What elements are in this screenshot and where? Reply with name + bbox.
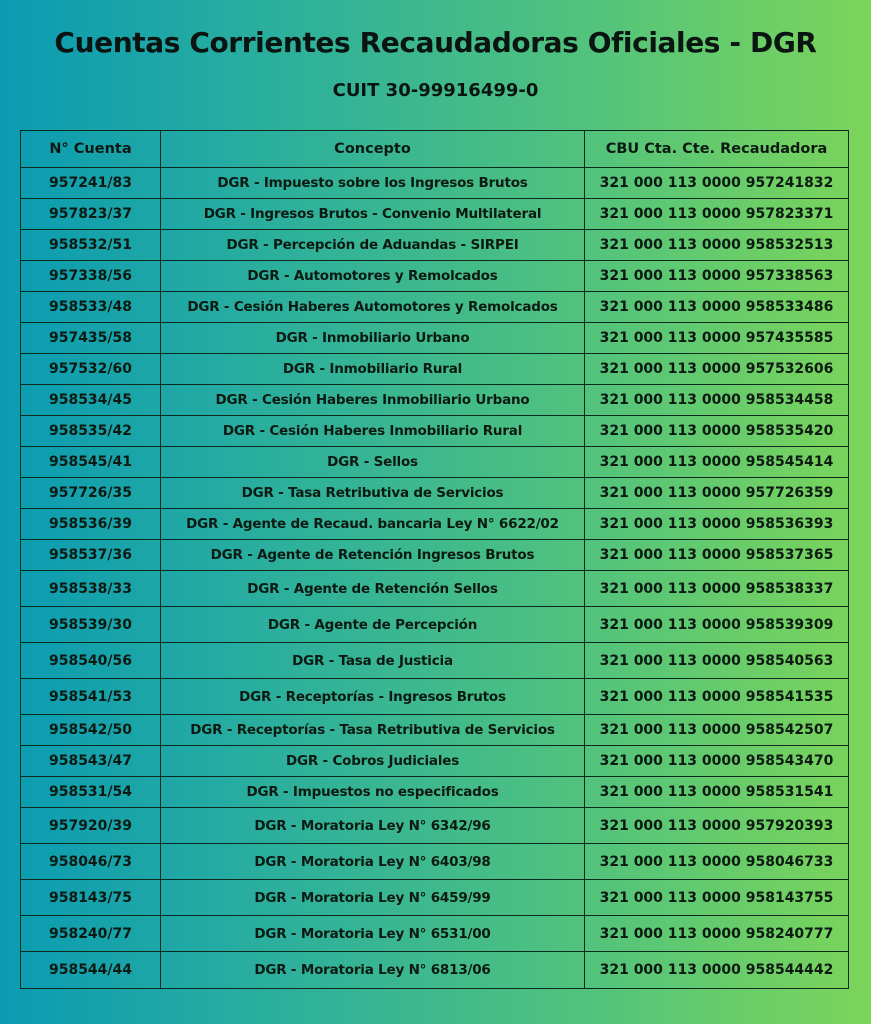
table-row [21,880,849,916]
cell-cuenta: 958545/41 [21,447,161,478]
cell-cuenta: 958143/75 [21,880,161,916]
cell-concepto: DGR - Moratoria Ley N° 6342/96 [161,808,585,844]
cell-cuenta: 957920/39 [21,808,161,844]
cell-concepto: DGR - Inmobiliario Rural [161,354,585,385]
cell-cuenta: 958534/45 [21,385,161,416]
cell-cbu: 321 000 113 0000 958532513 [585,230,849,261]
cell-cbu: 321 000 113 0000 957338563 [585,261,849,292]
table-row [21,715,849,746]
cell-cuenta: 958544/44 [21,952,161,989]
cell-cuenta: 958536/39 [21,509,161,540]
table-row [21,478,849,509]
cell-cuenta: 957241/83 [21,168,161,199]
table-row [21,168,849,199]
cell-cbu: 321 000 113 0000 958542507 [585,715,849,746]
table-header-row [21,131,849,168]
table-row [21,230,849,261]
cell-cuenta: 958542/50 [21,715,161,746]
cell-cuenta: 958543/47 [21,746,161,777]
table-row [21,777,849,808]
cell-cuenta: 958540/56 [21,643,161,679]
table-row [21,643,849,679]
cell-concepto: DGR - Impuestos no especificados [161,777,585,808]
cell-cbu: 321 000 113 0000 957823371 [585,199,849,230]
cell-cbu: 321 000 113 0000 958539309 [585,607,849,643]
cell-concepto: DGR - Tasa Retributiva de Servicios [161,478,585,509]
cell-concepto: DGR - Automotores y Remolcados [161,261,585,292]
cell-concepto: DGR - Agente de Percepción [161,607,585,643]
cell-cbu: 321 000 113 0000 958535420 [585,416,849,447]
cell-concepto: DGR - Tasa de Justicia [161,643,585,679]
cell-concepto: DGR - Moratoria Ley N° 6403/98 [161,844,585,880]
cell-concepto: DGR - Sellos [161,447,585,478]
cell-concepto: DGR - Cesión Haberes Inmobiliario Rural [161,416,585,447]
header-concepto: Concepto [161,131,585,168]
cell-cuenta: 958538/33 [21,571,161,607]
cell-concepto: DGR - Agente de Retención Ingresos Brutos [161,540,585,571]
table-body [21,168,849,989]
cell-concepto: DGR - Receptorías - Tasa Retributiva de Servicios [161,715,585,746]
cell-cbu: 321 000 113 0000 958143755 [585,880,849,916]
cell-concepto: DGR - Moratoria Ley N° 6459/99 [161,880,585,916]
accounts-table [20,130,849,989]
table-row [21,354,849,385]
cell-cbu: 321 000 113 0000 957435585 [585,323,849,354]
cell-cuenta: 957726/35 [21,478,161,509]
table-row [21,416,849,447]
cell-cuenta: 958539/30 [21,607,161,643]
table-row [21,571,849,607]
table-row [21,447,849,478]
cell-cuenta: 957338/56 [21,261,161,292]
cell-concepto: DGR - Inmobiliario Urbano [161,323,585,354]
cell-cuenta: 957823/37 [21,199,161,230]
table-row [21,679,849,715]
table-row [21,844,849,880]
cell-cbu: 321 000 113 0000 957241832 [585,168,849,199]
cell-cuenta: 958046/73 [21,844,161,880]
cell-cuenta: 958541/53 [21,679,161,715]
cell-cbu: 321 000 113 0000 958536393 [585,509,849,540]
cell-cbu: 321 000 113 0000 958537365 [585,540,849,571]
cell-concepto: DGR - Ingresos Brutos - Convenio Multilateral [161,199,585,230]
header-cuenta: N° Cuenta [21,131,161,168]
cell-cbu: 321 000 113 0000 958533486 [585,292,849,323]
cell-cbu: 321 000 113 0000 958544442 [585,952,849,989]
cell-concepto: DGR - Cobros Judiciales [161,746,585,777]
page-title: Cuentas Corrientes Recaudadoras Oficiales - DGR [54,26,817,59]
cell-concepto: DGR - Percepción de Aduandas - SIRPEI [161,230,585,261]
table-row [21,292,849,323]
cell-cbu: 321 000 113 0000 958531541 [585,777,849,808]
table-row [21,808,849,844]
table-row [21,916,849,952]
table-row [21,385,849,416]
cell-concepto: DGR - Cesión Haberes Inmobiliario Urbano [161,385,585,416]
table-row [21,540,849,571]
cell-cuenta: 957435/58 [21,323,161,354]
cell-concepto: DGR - Cesión Haberes Automotores y Remolcados [161,292,585,323]
cell-cbu: 321 000 113 0000 958541535 [585,679,849,715]
table-row [21,261,849,292]
table-row [21,952,849,989]
cell-cbu: 321 000 113 0000 958543470 [585,746,849,777]
cell-cuenta: 958537/36 [21,540,161,571]
cuit-subtitle: CUIT 30-99916499-0 [332,80,539,101]
cell-concepto: DGR - Agente de Retención Sellos [161,571,585,607]
cell-cbu: 321 000 113 0000 958046733 [585,844,849,880]
cell-cuenta: 957532/60 [21,354,161,385]
cell-concepto: DGR - Moratoria Ley N° 6531/00 [161,916,585,952]
table-row [21,607,849,643]
cell-concepto: DGR - Impuesto sobre los Ingresos Brutos [161,168,585,199]
cell-concepto: DGR - Moratoria Ley N° 6813/06 [161,952,585,989]
cell-cbu: 321 000 113 0000 957532606 [585,354,849,385]
table-row [21,199,849,230]
cell-cbu: 321 000 113 0000 957726359 [585,478,849,509]
cell-cbu: 321 000 113 0000 958540563 [585,643,849,679]
cell-cuenta: 958535/42 [21,416,161,447]
cell-cbu: 321 000 113 0000 958534458 [585,385,849,416]
cell-cuenta: 958533/48 [21,292,161,323]
cell-concepto: DGR - Agente de Recaud. bancaria Ley N° 6622/02 [161,509,585,540]
table-row [21,746,849,777]
cell-concepto: DGR - Receptorías - Ingresos Brutos [161,679,585,715]
cell-cuenta: 958240/77 [21,916,161,952]
cell-cbu: 321 000 113 0000 958545414 [585,447,849,478]
cell-cbu: 321 000 113 0000 957920393 [585,808,849,844]
table-row [21,323,849,354]
cell-cbu: 321 000 113 0000 958240777 [585,916,849,952]
header-cbu: CBU Cta. Cte. Recaudadora [585,131,849,168]
table-row [21,509,849,540]
cell-cuenta: 958532/51 [21,230,161,261]
cell-cbu: 321 000 113 0000 958538337 [585,571,849,607]
cell-cuenta: 958531/54 [21,777,161,808]
